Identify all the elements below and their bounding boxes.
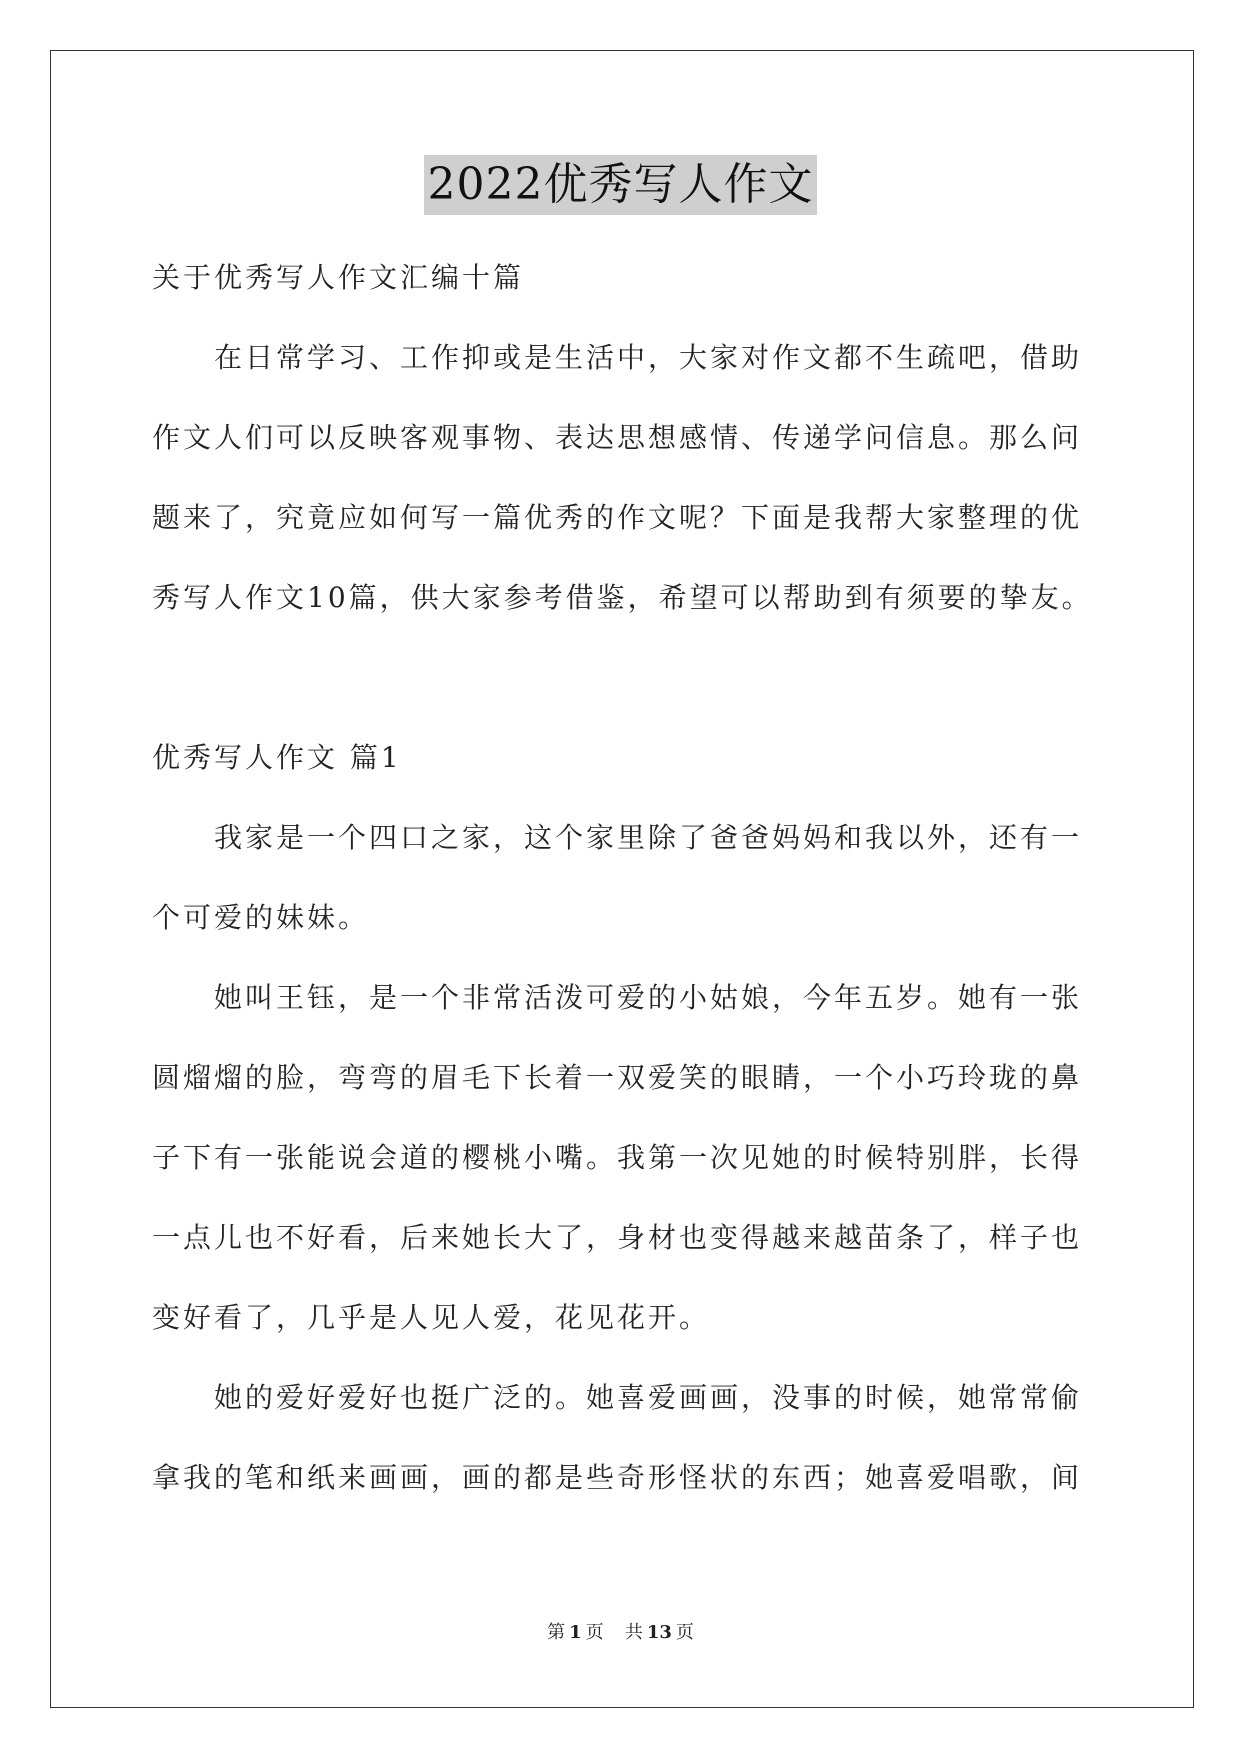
intro-line: 在日常学习、工作抑或是生活中，大家对作文都不生疏吧，借助 <box>214 341 1083 374</box>
intro-line: 题来了，究竟应如何写一篇优秀的作文呢？下面是我帮大家整理的优 <box>152 501 1083 534</box>
paragraph-line: 个可爱的妹妹。 <box>152 901 370 934</box>
paragraph-line: 圆熘熘的脸，弯弯的眉毛下长着一双爱笑的眼睛，一个小巧玲珑的鼻 <box>152 1061 1083 1094</box>
paragraph-line: 子下有一张能说会道的樱桃小嘴。我第一次见她的时候特别胖，长得 <box>152 1141 1083 1174</box>
paragraph-line: 拿我的笔和纸来画画，画的都是些奇形怪状的东西；她喜爱唱歌，间 <box>152 1461 1083 1494</box>
title-container <box>0 155 1241 215</box>
total-prefix: 共 <box>624 1622 643 1643</box>
total-pages: 13 <box>646 1622 672 1643</box>
page-footer <box>0 1618 1241 1644</box>
paragraph-line: 变好看了，几乎是人见人爱，花见花开。 <box>152 1301 711 1334</box>
document-body <box>152 238 1092 1518</box>
intro-line: 作文人们可以反映客观事物、表达思想感情、传递学问信息。那么问 <box>152 421 1083 454</box>
blank-line <box>152 638 1092 718</box>
page-suffix: 页 <box>585 1622 604 1643</box>
paragraph-line: 她叫王钰，是一个非常活泼可爱的小姑娘，今年五岁。她有一张 <box>214 981 1083 1014</box>
page-prefix: 第 <box>547 1622 566 1643</box>
paragraph-line: 一点儿也不好看，后来她长大了，身材也变得越来越苗条了，样子也 <box>152 1221 1083 1254</box>
paragraph-line: 她的爱好爱好也挺广泛的。她喜爱画画，没事的时候，她常常偷 <box>214 1381 1083 1414</box>
page-number: 1 <box>569 1622 582 1643</box>
subtitle: 关于优秀写人作文汇编十篇 <box>152 261 525 294</box>
total-suffix: 页 <box>675 1622 694 1643</box>
section-heading: 优秀写人作文 篇1 <box>152 741 402 774</box>
intro-line: 秀写人作文10篇，供大家参考借鉴，希望可以帮助到有须要的挚友。 <box>152 581 1093 614</box>
paragraph-line: 我家是一个四口之家，这个家里除了爸爸妈妈和我以外，还有一 <box>214 821 1083 854</box>
document-title: 2022优秀写人作文 <box>424 155 818 215</box>
